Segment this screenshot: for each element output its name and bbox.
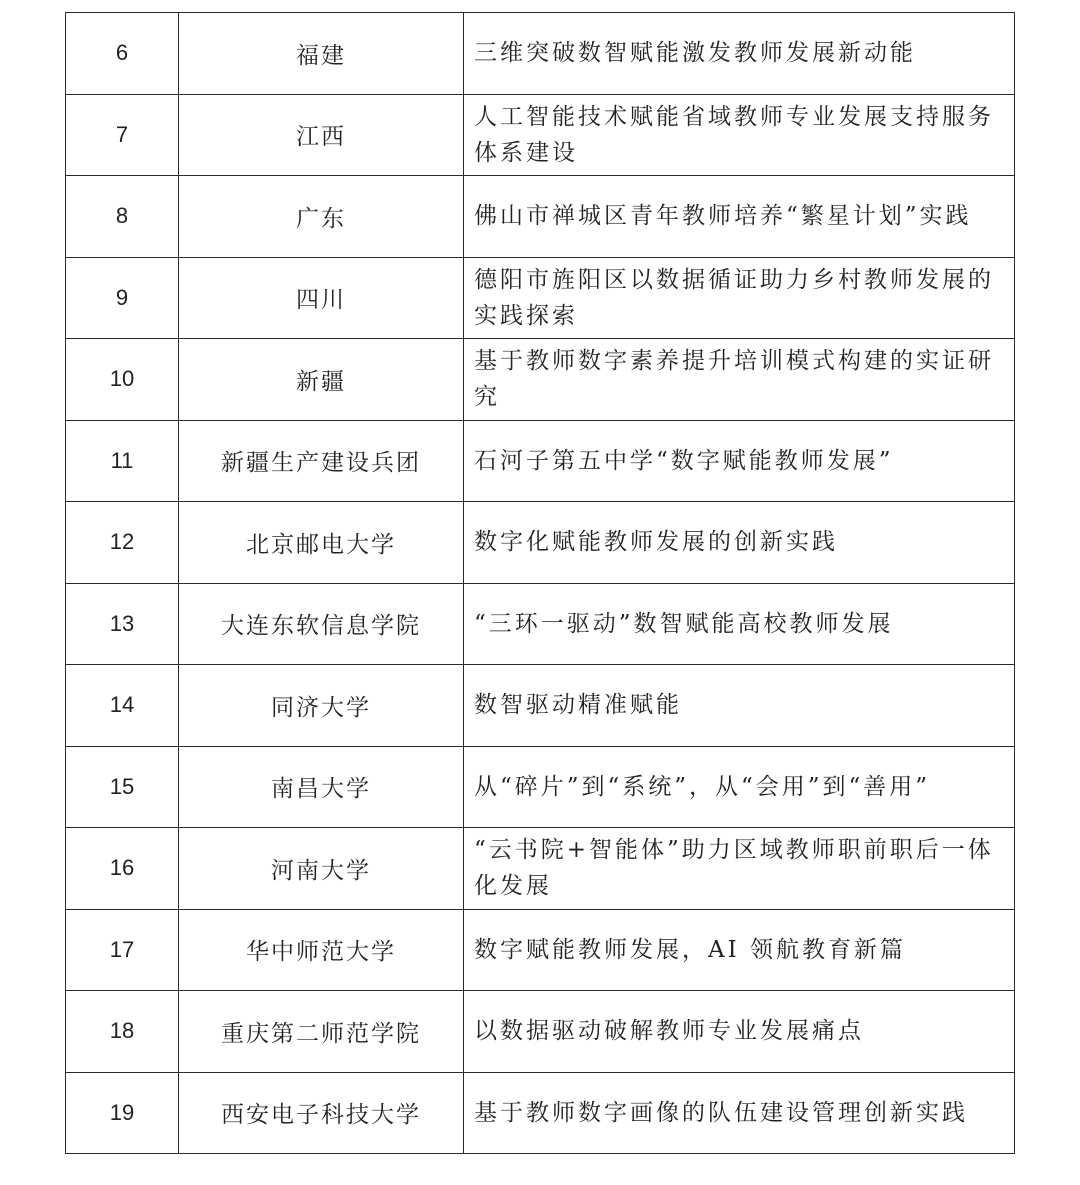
case-title-cell: 三维突破数智赋能激发教师发展新动能 [464, 13, 1015, 95]
table-row [66, 339, 1015, 421]
row-number-cell: 16 [66, 828, 179, 910]
unit-name-cell: 新疆生产建设兵团 [179, 420, 464, 502]
unit-name-cell: 河南大学 [179, 828, 464, 910]
case-title-cell: 佛山市禅城区青年教师培养“繁星计划”实践 [464, 176, 1015, 258]
unit-name-cell: 北京邮电大学 [179, 502, 464, 584]
unit-name-cell: 四川 [179, 257, 464, 339]
case-title-cell: “三环一驱动”数智赋能高校教师发展 [464, 583, 1015, 665]
row-number-cell: 14 [66, 665, 179, 747]
table-row [66, 583, 1015, 665]
document-table-container [65, 12, 1015, 1154]
case-title-cell: 基于教师数字素养提升培训模式构建的实证研究 [464, 339, 1015, 421]
table-row [66, 257, 1015, 339]
case-title-cell: 基于教师数字画像的队伍建设管理创新实践 [464, 1072, 1015, 1154]
row-number-cell: 19 [66, 1072, 179, 1154]
row-number-cell: 17 [66, 909, 179, 991]
unit-name-cell: 同济大学 [179, 665, 464, 747]
unit-name-cell: 重庆第二师范学院 [179, 991, 464, 1073]
row-number-cell: 13 [66, 583, 179, 665]
case-title-cell: 石河子第五中学“数字赋能教师发展” [464, 420, 1015, 502]
table-row [66, 420, 1015, 502]
case-title-cell: 数字赋能教师发展，AI 领航教育新篇 [464, 909, 1015, 991]
table-row [66, 1072, 1015, 1154]
case-list-table [65, 12, 1015, 1154]
row-number-cell: 11 [66, 420, 179, 502]
unit-name-cell: 大连东软信息学院 [179, 583, 464, 665]
table-row [66, 991, 1015, 1073]
unit-name-cell: 新疆 [179, 339, 464, 421]
row-number-cell: 18 [66, 991, 179, 1073]
table-row [66, 176, 1015, 258]
case-title-cell: 数智驱动精准赋能 [464, 665, 1015, 747]
unit-name-cell: 福建 [179, 13, 464, 95]
table-row [66, 909, 1015, 991]
unit-name-cell: 西安电子科技大学 [179, 1072, 464, 1154]
case-title-cell: 人工智能技术赋能省域教师专业发展支持服务体系建设 [464, 94, 1015, 176]
unit-name-cell: 华中师范大学 [179, 909, 464, 991]
table-row [66, 502, 1015, 584]
case-title-cell: “云书院+智能体”助力区域教师职前职后一体化发展 [464, 828, 1015, 910]
table-row [66, 746, 1015, 828]
row-number-cell: 9 [66, 257, 179, 339]
table-row [66, 828, 1015, 910]
case-title-cell: 以数据驱动破解教师专业发展痛点 [464, 991, 1015, 1073]
row-number-cell: 7 [66, 94, 179, 176]
row-number-cell: 10 [66, 339, 179, 421]
unit-name-cell: 江西 [179, 94, 464, 176]
table-row [66, 665, 1015, 747]
case-title-cell: 从“碎片”到“系统”，从“会用”到“善用” [464, 746, 1015, 828]
unit-name-cell: 南昌大学 [179, 746, 464, 828]
row-number-cell: 8 [66, 176, 179, 258]
row-number-cell: 6 [66, 13, 179, 95]
row-number-cell: 15 [66, 746, 179, 828]
unit-name-cell: 广东 [179, 176, 464, 258]
row-number-cell: 12 [66, 502, 179, 584]
table-row [66, 94, 1015, 176]
case-title-cell: 德阳市旌阳区以数据循证助力乡村教师发展的实践探索 [464, 257, 1015, 339]
case-title-cell: 数字化赋能教师发展的创新实践 [464, 502, 1015, 584]
table-row [66, 13, 1015, 95]
